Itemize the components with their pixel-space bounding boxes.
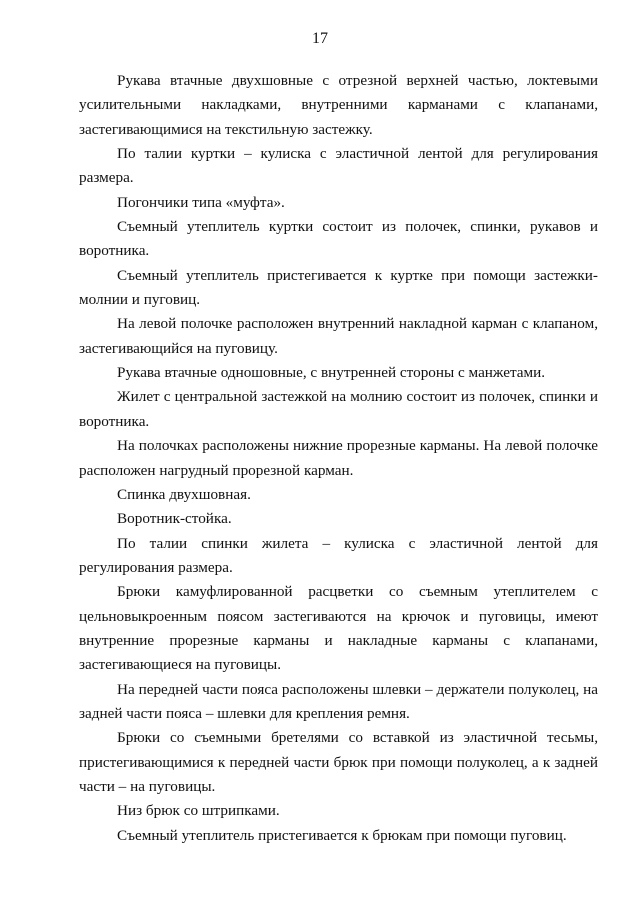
paragraph-trousers-liner: Съемный утеплитель пристегивается к брюкам при помощи пуговиц. bbox=[117, 826, 567, 844]
paragraph-stirrups: Низ брюк со штрипками. bbox=[117, 802, 280, 820]
paragraph-vest-back: Спинка двухшовная. bbox=[117, 485, 251, 503]
paragraph-jacket-waist: По талии куртки – кулиска с эластичной лентой для регулирования размера. bbox=[79, 145, 598, 187]
paragraph-sleeves: Рукава втачные двухшовные с отрезной верхней частью, локтевыми усилительными накладками, внутренними карманами с клапанами, застегивающимися на текстильную застежку. bbox=[79, 72, 598, 138]
paragraph-jacket-liner: Съемный утеплитель куртки состоит из полочек, спинки, рукавов и воротника. bbox=[79, 218, 598, 260]
paragraph-epaulets: Погончики типа «муфта». bbox=[117, 193, 285, 211]
paragraph-vest-pockets: На полочках расположены нижние прорезные карманы. На левой полочке расположен нагрудный прорезной карман. bbox=[79, 437, 598, 479]
paragraph-vest: Жилет с центральной застежкой на молнию состоит из полочек, спинки и воротника. bbox=[79, 388, 598, 430]
paragraph-vest-collar: Воротник-стойка. bbox=[117, 510, 232, 528]
paragraph-suspenders: Брюки со съемными бретелями со вставкой из эластичной тесьмы, пристегивающимися к передней части брюк при помощи полуколец, а к задней части – на пуговицы. bbox=[79, 729, 598, 795]
paragraph-trousers: Брюки камуфлированной расцветки со съемным утеплителем с цельновыкроенным поясом застегиваются на крючок и пуговицы, имеют внутренние прорезные карманы и накладные карманы с клапанами, застегивающиеся на пуговицы. bbox=[79, 583, 598, 674]
paragraph-vest-waist: По талии спинки жилета – кулиска с эластичной лентой для регулирования размера. bbox=[79, 534, 598, 576]
document-body bbox=[79, 69, 598, 848]
page-number: 17 bbox=[312, 30, 328, 47]
paragraph-liner-sleeves: Рукава втачные одношовные, с внутренней стороны с манжетами. bbox=[117, 364, 546, 382]
paragraph-liner-pocket: На левой полочке расположен внутренний накладной карман с клапаном, застегивающийся на пуговицу. bbox=[79, 315, 598, 357]
paragraph-belt-loops: На передней части пояса расположены шлевки – держатели полуколец, на задней части пояса – шлевки для крепления ремня. bbox=[79, 680, 598, 722]
paragraph-liner-attachment: Съемный утеплитель пристегивается к куртке при помощи застежки-молнии и пуговиц. bbox=[79, 266, 598, 309]
